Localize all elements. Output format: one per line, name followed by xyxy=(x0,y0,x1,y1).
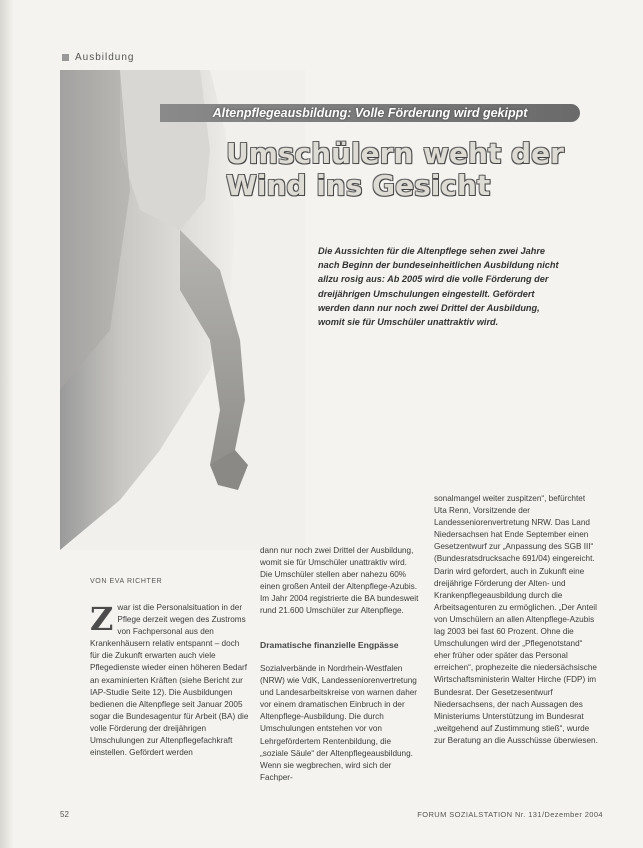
lead-paragraph: Die Aussichten für die Altenpflege sehen zwei Jahre nach Beginn der bundeseinheitlichen Ausbildung nicht allzu rosig aus: Ab 2005 wird die volle Förderung der dreijährigen Umschulungen eingestellt. Gefördert werden dann nur noch zwei Drittel der Ausbildung, womit sie für Umschüler unattraktiv wird. xyxy=(318,246,559,328)
body-column-1 xyxy=(90,602,250,759)
body-column-3: sonalmangel weiter zuspitzen“, befürchtet Uta Renn, Vorsitzende der Landesseniorenvertretung NRW. Das Land Niedersachsen hat Ende September einen Gesetzentwurf zur „Anpassung des SGB III“ (Bundesratsdrucksache 691/04) eingereicht. Darin wird gefordert, auch in Zukunft eine dreijährige Förderung der Alten- und Krankenpflegeausbildung durch die Arbeitsagenturen zu ermöglichen. „Der Anteil von Umschülern an allen Altenpflege-Azubis lag 2003 bei fast 60 Prozent. Ohne die Umschulungen wird der „Pflegenotstand“ eher früher oder später das Personal erreichen“, prophezeite die niedersächsische Wirtschaftsministerin Walter Hirche (FDP) im Bundesrat. Der Gesetzesentwurf Niedersachsens, der nach Aussagen des Ministeriums Unterstützung im Bundesrat „weitgehend auf Zustimmung stieß“, wurde zur Beratung an die Ausschüsse überwiesen. xyxy=(434,494,598,745)
body-column-2-continued: Sozialverbände in Nordrhein-Westfalen (NRW) wie VdK, Landesseniorenvertretung und Landesarbeitskreise von warnen daher vor einem dramatischen Einbruch in der Altenpflege-Ausbildung. Die durch Umschulungen entstehen vor von Lehrgefördertem Rentenbildung, die „soziale Säule“ der Altenpflegeausbildung. Wenn sie wegbrechen, wird sich der Fachper- xyxy=(260,664,418,782)
publication-info: FORUM SOZIALSTATION Nr. 131/Dezember 2004 xyxy=(417,810,603,819)
drop-cap: Z xyxy=(90,600,114,638)
subheading: Dramatische finanzielle Engpässe xyxy=(260,640,399,650)
square-bullet-icon xyxy=(62,54,69,61)
page-number: 52 xyxy=(60,810,69,819)
section-label-text: Ausbildung xyxy=(75,52,135,63)
topic-banner xyxy=(160,104,580,122)
body-column-2: dann nur noch zwei Drittel der Ausbildung, womit sie für Umschüler unattraktiv wird. Die Umschüler stellen aber nahezu 60% einen großen Anteil der Altenpflege-Azubis. Im Jahr 2004 registrierte die BA bundesweit rund 21.600 Umschüler zur Altenpflege. xyxy=(260,546,419,616)
page-shadow-edge xyxy=(0,0,14,848)
author-byline: VON EVA RICHTER xyxy=(90,578,163,585)
body-column-1-text: war ist die Personalsituation in der Pflege derzeit wegen des Zustroms von Fachpersonal aus den Krankenhäusern relativ entspannt – doch für die Zukunft erwarten auch viele Pflegedienste wieder einen höheren Bedarf an examinierten Kräften (siehe Bericht zur IAP-Studie Seite 12). Die Ausbildungen bedienen die Altenpflege seit Januar 2005 sogar die Bundesagentur für Arbeit (BA) die volle Förderung der dreijährigen Umschulungen zur Altenpflegefachkraft einstellen. Gefördert werden xyxy=(90,603,249,758)
topic-banner-text: Altenpflegeausbildung: Volle Förderung wird gekippt xyxy=(212,106,528,120)
article-headline: Umschülern weht der Wind ins Gesicht xyxy=(226,137,564,202)
section-label xyxy=(62,52,134,63)
